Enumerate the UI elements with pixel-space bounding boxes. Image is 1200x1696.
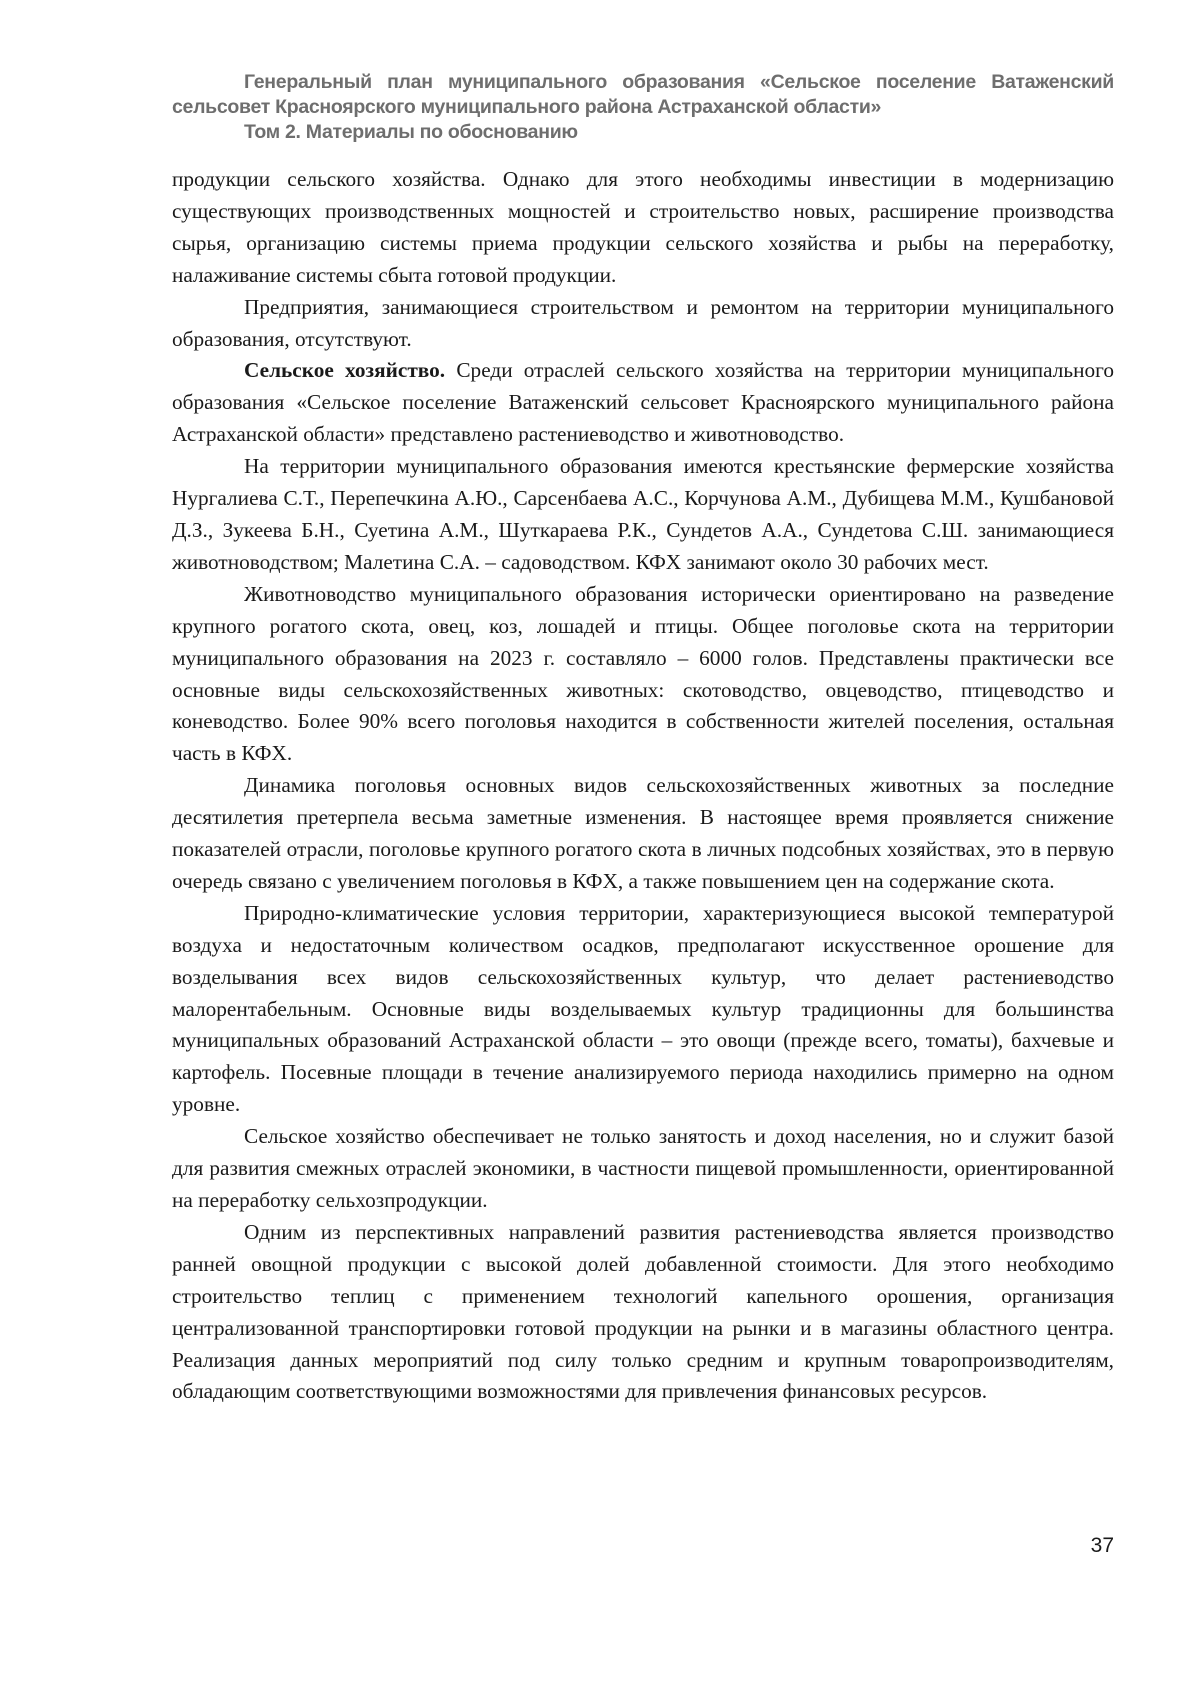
- paragraph-5: Животноводство муниципального образования исторически ориентировано на разведение крупного рогатого скота, овец, коз, лошадей и птицы. Общее поголовье скота на территории муниципального образования на 2023 г. составляло – 6000 голов. Представлены практически все основные виды сельскохозяйственных животных: скотоводство, овцеводство, птицеводство и коневодство. Более 90% всего поголовья находится в собственности жителей поселения, остальная часть в КФХ.: [172, 581, 1114, 766]
- paragraph-9: Одним из перспективных направлений развития растениеводства является производство ранней овощной продукции с высокой долей добавленной стоимости. Для этого необходимо строительство теплиц с применением технологий капельного орошения, организация централизованной транспортировки готовой продукции на рынки и в магазины областного центра. Реализация данных мероприятий под силу только средним и крупным товаропроизводителям, обладающим соответствующими возможностями для привлечения финансовых ресурсов.: [172, 1219, 1114, 1404]
- paragraph-2: Предприятия, занимающиеся строительством и ремонтом на территории муниципального образования, отсутствуют.: [172, 294, 1114, 351]
- paragraph-6: Динамика поголовья основных видов сельскохозяйственных животных за последние десятилетия претерпела весьма заметные изменения. В настоящее время проявляется снижение показателей отрасли, поголовье крупного рогатого скота в личных подсобных хозяйствах, это в первую очередь связано с увеличением поголовья в КФХ, а также повышением цен на содержание скота.: [172, 773, 1114, 893]
- paragraph-8: Сельское хозяйство обеспечивает не только занятость и доход населения, но и служит базой для развития смежных отраслей экономики, в частности пищевой промышленности, ориентированной на переработку сельхозпродукции.: [172, 1124, 1114, 1212]
- paragraph-3: [172, 355, 1114, 451]
- body-text: [172, 164, 1114, 1408]
- paragraph-1: продукции сельского хозяйства. Однако для этого необходимы инвестиции в модернизацию существующих производственных мощностей и строительство новых, расширение производства сырья, организацию системы приема продукции сельского хозяйства и рыбы на переработку, налаживание системы сбыта готовой продукции.: [172, 167, 1114, 287]
- paragraph-3-text: Среди отраслей сельского хозяйства на территории муниципального образования «Сельское поселение Ватаженский сельсовет Красноярского муниципального района Астраханской области» представлено растениеводство и животноводство.: [172, 358, 1114, 447]
- header-title-line-1: Генеральный план муниципального образования «Сельское поселение Ватаженский: [244, 71, 1114, 93]
- header-volume: Том 2. Материалы по обоснованию: [244, 121, 578, 143]
- running-header: [172, 70, 1114, 145]
- header-title-line-2: сельсовет Красноярского муниципального района Астраханской области»: [172, 96, 882, 118]
- paragraph-3-lead: Сельское хозяйство.: [244, 358, 446, 383]
- page-number: 37: [1090, 1534, 1114, 1557]
- paragraph-4: На территории муниципального образования имеются крестьянские фермерские хозяйства Нургалиева С.Т., Перепечкина А.Ю., Сарсенбаева А.С., Корчунова А.М., Дубищева М.М., Кушбановой Д.З., Зукеева Б.Н., Суетина А.М., Шуткараева Р.К., Сундетов А.А., Сундетова С.Ш. занимающиеся животноводством; Малетина С.А. – садоводством. КФХ занимают около 30 рабочих мест.: [172, 454, 1114, 574]
- paragraph-7: Природно-климатические условия территории, характеризующиеся высокой температурой воздуха и недостаточным количеством осадков, предполагают искусственное орошение для возделывания всех видов сельскохозяйственных культур, что делает растениеводство малорентабельным. Основные виды возделываемых культур традиционны для большинства муниципальных образований Астраханской области – это овощи (прежде всего, томаты), бахчевые и картофель. Посевные площади в течение анализируемого периода находились примерно на одном уровне.: [172, 900, 1114, 1117]
